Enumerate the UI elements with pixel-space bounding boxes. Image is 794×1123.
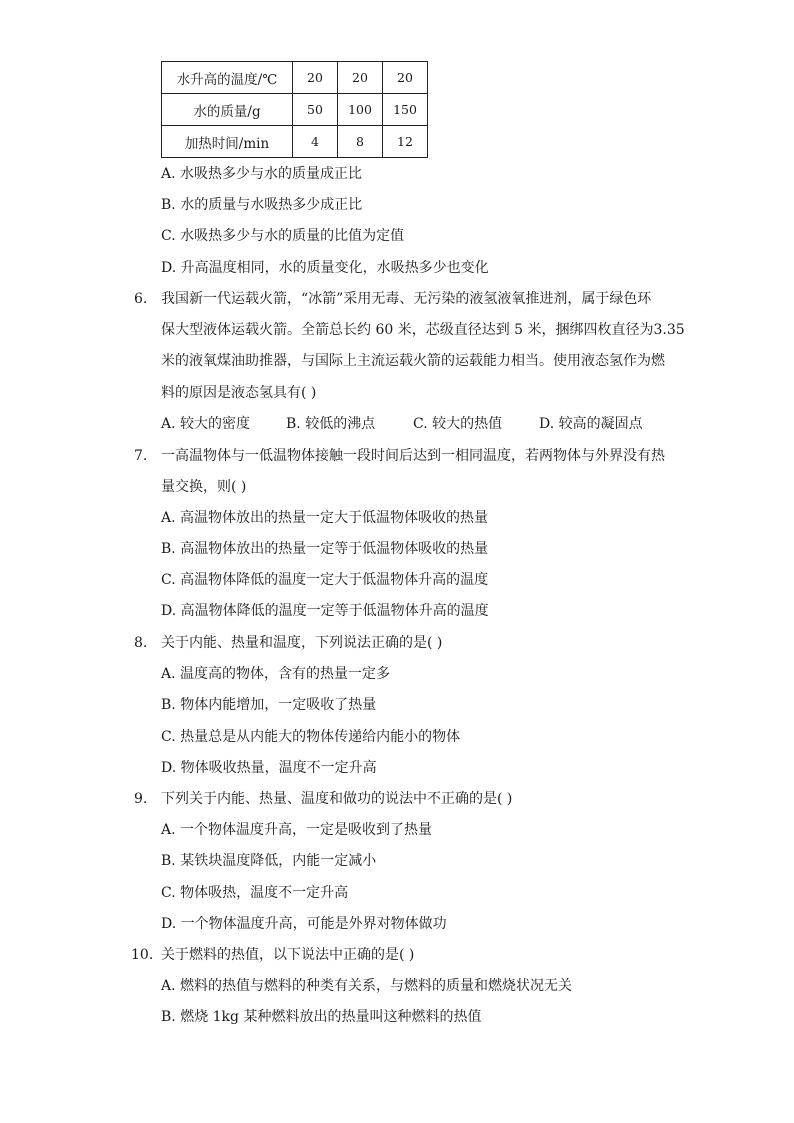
table-cell: 150 bbox=[383, 94, 428, 126]
q10-stem-line: 关于燃料的热值，以下说法中正确的是( ) bbox=[161, 947, 415, 963]
table-row bbox=[162, 62, 428, 94]
q8-option-a: A. 温度高的物体，含有的热量一定多 bbox=[161, 666, 391, 682]
q7-number: 7. bbox=[134, 448, 148, 464]
q6-option-a: A. 较大的密度 bbox=[161, 416, 251, 432]
q7-option-d: D. 高温物体降低的温度一定等于低温物体升高的温度 bbox=[161, 603, 489, 619]
data-table bbox=[161, 61, 428, 158]
q8-stem-line: 关于内能、热量和温度，下列说法正确的是( ) bbox=[161, 635, 443, 651]
q7-stem-line: 一高温物体与一低温物体接触一段时间后达到一相同温度，若两物体与外界没有热 bbox=[161, 448, 665, 464]
q8-option-c: C. 热量总是从内能大的物体传递给内能小的物体 bbox=[161, 729, 461, 745]
q6-option-b: B. 较低的沸点 bbox=[286, 416, 376, 432]
table-cell: 4 bbox=[293, 126, 338, 158]
table-row-label: 加热时间/min bbox=[162, 126, 293, 158]
q9-stem-line: 下列关于内能、热量、温度和做功的说法中不正确的是( ) bbox=[161, 791, 513, 807]
q5-option-b: B. 水的质量与水吸热多少成正比 bbox=[161, 197, 363, 213]
q10-option-b: B. 燃烧 1kg 某种燃料放出的热量叫这种燃料的热值 bbox=[161, 1009, 482, 1025]
table-cell: 50 bbox=[293, 94, 338, 126]
table-row-label: 水升高的温度/℃ bbox=[162, 62, 293, 94]
table-cell: 20 bbox=[293, 62, 338, 94]
q5-option-a: A. 水吸热多少与水的质量成正比 bbox=[161, 166, 363, 182]
q6-stem-line: 米的液氧煤油助推器，与国际上主流运载火箭的运载能力相当。使用液态氢作为燃 bbox=[161, 353, 665, 369]
q10-number: 10. bbox=[131, 947, 154, 963]
q5-option-d: D. 升高温度相同，水的质量变化，水吸热多少也变化 bbox=[161, 260, 489, 276]
q7-option-a: A. 高温物体放出的热量一定大于低温物体吸收的热量 bbox=[161, 510, 489, 526]
table-row bbox=[162, 126, 428, 158]
q9-option-a: A. 一个物体温度升高，一定是吸收到了热量 bbox=[161, 822, 433, 838]
q5-option-c: C. 水吸热多少与水的质量的比值为定值 bbox=[161, 228, 405, 244]
q7-stem-line: 量交换，则( ) bbox=[161, 479, 247, 495]
q10-option-a: A. 燃料的热值与燃料的种类有关系，与燃料的质量和燃烧状况无关 bbox=[161, 978, 573, 994]
q9-option-d: D. 一个物体温度升高，可能是外界对物体做功 bbox=[161, 916, 447, 932]
q8-option-b: B. 物体内能增加，一定吸收了热量 bbox=[161, 697, 377, 713]
q8-number: 8. bbox=[134, 635, 148, 651]
q9-option-b: B. 某铁块温度降低，内能一定减小 bbox=[161, 853, 377, 869]
q9-number: 9. bbox=[134, 791, 148, 807]
table-cell: 20 bbox=[383, 62, 428, 94]
q9-option-c: C. 物体吸热，温度不一定升高 bbox=[161, 885, 349, 901]
q6-option-d: D. 较高的凝固点 bbox=[539, 416, 643, 432]
table-row-label: 水的质量/g bbox=[162, 94, 293, 126]
q6-stem-line: 我国新一代运载火箭，“冰箭”采用无毒、无污染的液氢液氧推进剂，属于绿色环 bbox=[161, 291, 652, 307]
table-cell: 20 bbox=[338, 62, 383, 94]
q7-option-c: C. 高温物体降低的温度一定大于低温物体升高的温度 bbox=[161, 572, 489, 588]
q6-stem-line: 料的原因是液态氢具有( ) bbox=[161, 385, 317, 401]
q8-option-d: D. 物体吸收热量，温度不一定升高 bbox=[161, 760, 377, 776]
q6-number: 6. bbox=[134, 291, 148, 307]
table-cell: 12 bbox=[383, 126, 428, 158]
q6-option-c: C. 较大的热值 bbox=[413, 416, 503, 432]
table-row bbox=[162, 94, 428, 126]
q7-option-b: B. 高温物体放出的热量一定等于低温物体吸收的热量 bbox=[161, 541, 489, 557]
q6-stem-line: 保大型液体运载火箭。全箭总长约 60 米，芯级直径达到 5 米，捆绑四枚直径为3.35 bbox=[161, 322, 685, 338]
table-cell: 100 bbox=[338, 94, 383, 126]
table-cell: 8 bbox=[338, 126, 383, 158]
